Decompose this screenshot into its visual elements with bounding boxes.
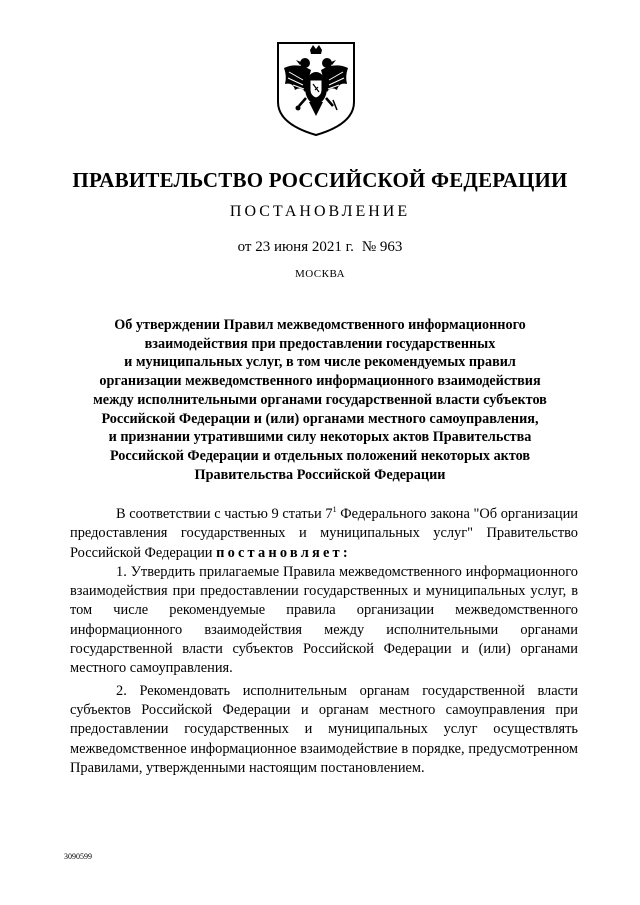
document-type: ПОСТАНОВЛЕНИЕ bbox=[229, 203, 411, 220]
heading-line: Российской Федерации и отдельных положений некоторых актов bbox=[109, 447, 531, 464]
document-body bbox=[70, 505, 578, 781]
article-superscript: 1 bbox=[332, 505, 337, 515]
preamble-text: В соответствии с частью 9 статьи 7 bbox=[116, 506, 333, 522]
state-emblem-icon bbox=[275, 40, 357, 138]
heading-line: организации межведомственного информационного взаимодействия bbox=[99, 373, 541, 390]
document-date: от 23 июня 2021 г. bbox=[237, 239, 354, 255]
heading-line: и признании утратившими силу некоторых актов Правительства bbox=[108, 429, 532, 446]
document-number: 963 bbox=[379, 239, 403, 255]
city-label: МОСКВА bbox=[294, 268, 346, 280]
heading-line: Правительства Российской Федерации bbox=[194, 466, 446, 483]
heading-line: между исполнительными органами государственной власти субъектов bbox=[93, 391, 547, 408]
decree-word: постановляет: bbox=[216, 544, 351, 561]
heading-line: Об утверждении Правил межведомственного информационного bbox=[114, 317, 526, 333]
document-id: 3090599 bbox=[64, 852, 92, 861]
document-heading bbox=[70, 316, 570, 484]
number-label: № bbox=[361, 239, 377, 255]
government-title: ПРАВИТЕЛЬСТВО РОССИЙСКОЙ ФЕДЕРАЦИИ bbox=[72, 168, 568, 192]
preamble-text-continued: Федерального закона "Об организации предоставления государственных и муниципальных услуг" Правительство Российской Федерации bbox=[70, 506, 578, 561]
heading-line: и муниципальных услуг, в том числе рекомендуемых правил bbox=[124, 354, 516, 371]
date-number-line bbox=[0, 239, 640, 256]
heading-line: взаимодействия при предоставлении государственных bbox=[144, 335, 496, 352]
heading-line: Российской Федерации и (или) органами местного самоуправления, bbox=[101, 410, 539, 427]
paragraph-item-1: 1. Утвердить прилагаемые Правила межведомственного информационного взаимодействия при предоставлении государственных и муниципальных услуг, в том числе рекомендуемые правила организации межведомственного информационного взаимодействия между исполнительными органами государственной власти субъектов Российской Федерации и (или) органами местного самоуправления. bbox=[70, 563, 578, 677]
paragraph-item-2: 2. Рекомендовать исполнительным органам государственной власти субъектов Российской Федерации и органам местного самоуправления при предоставлении государственных и муниципальных услуг осуществлять межведомственное информационное взаимодействие в порядке, предусмотренном Правилами, утвержденными настоящим постановлением. bbox=[70, 682, 578, 776]
paragraph-preamble bbox=[70, 505, 578, 563]
